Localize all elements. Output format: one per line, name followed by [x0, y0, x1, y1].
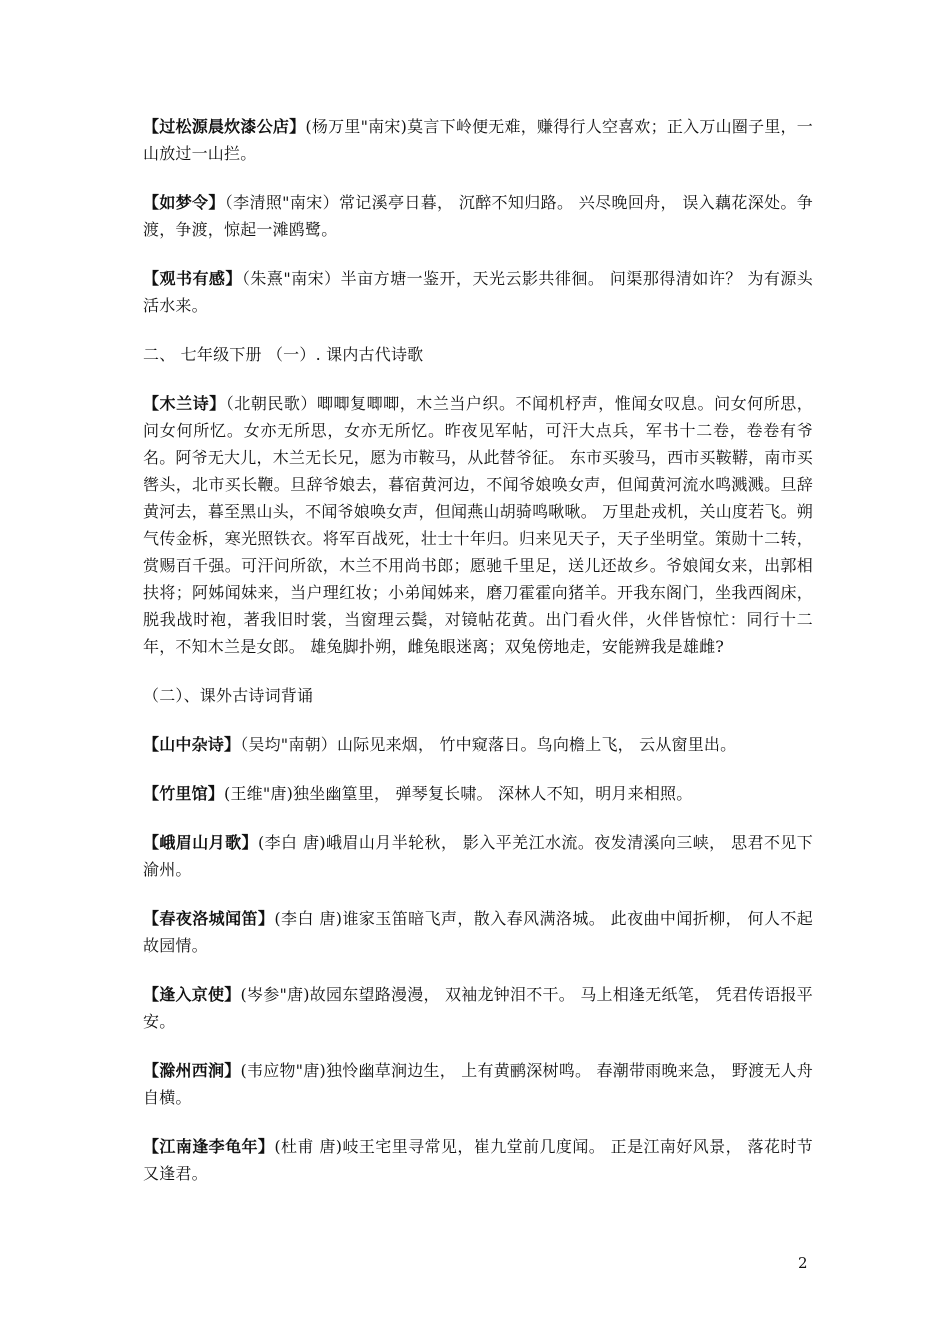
poem-body: （吴均"南朝）山际见来烟， 竹中窥落日。鸟向檐上飞， 云从窗里出。 — [240, 735, 737, 754]
poem-paragraph — [143, 829, 813, 883]
poem-body: (岑参"唐)故园东望路漫漫， 双袖龙钟泪不干。 马上相逢无纸笔， 凭君传语报平安。 — [143, 985, 814, 1031]
poem-body: （北朝民歌）唧唧复唧唧，木兰当户织。不闻机杼声，惟闻女叹息。问女何所思，问女何所忆。女亦无所思，女亦无所忆。昨夜见军帖，可汗大点兵，军书十二卷，卷卷有爷名。阿爷无大儿，木兰无长兄，愿为市鞍马，从此替爷征。 东市买骏马，西市买鞍鞯，南市买辔头，北市买长鞭。旦辞爷娘去，暮宿黄河边，不闻爷娘唤女声，但闻黄河流水鸣溅溅。旦辞黄河去，暮至黑山头，不闻爷娘唤女声，但闻燕山胡骑鸣啾啾。 万里赴戎机，关山度若飞。朔气传金柝，寒光照铁衣。将军百战死，壮士十年归。归来见天子，天子坐明堂。策勋十二转，赏赐百千强。可汗问所欲，木兰不用尚书郎；愿驰千里足，送儿还故乡。爷娘闻女来，出郭相扶将；阿姊闻妹来，当户理红妆；小弟闻姊来，磨刀霍霍向猪羊。开我东阁门，坐我西阁床，脱我战时袍，著我旧时裳，当窗理云鬓，对镜帖花黄。出门看火伴，火伴皆惊忙：同行十二年，不知木兰是女郎。 雄兔脚扑朔，雌兔眼迷离；双兔傍地走，安能辨我是雄雌? — [143, 394, 813, 656]
poem-title: 【春夜洛城闻笛】 — [143, 909, 275, 928]
poem-title: 【观书有感】 — [143, 269, 242, 288]
section-heading-text: （二）、课外古诗词背诵 — [143, 686, 314, 705]
poem-paragraph — [143, 390, 813, 660]
poem-body: (李白 唐)谁家玉笛暗飞声，散入春风满洛城。 此夜曲中闻折柳， 何人不起故园情。 — [143, 909, 813, 955]
poem-title: 【木兰诗】 — [143, 394, 226, 413]
section-heading — [143, 682, 813, 709]
poem-title: 【江南逢李龟年】 — [143, 1137, 275, 1156]
section-heading-text: 二、 七年级下册 （一）. 课内古代诗歌 — [143, 345, 424, 364]
poem-paragraph — [143, 981, 813, 1035]
poem-body: （朱熹"南宋）半亩方塘一鉴开，天光云影共徘徊。 问渠那得清如许？ 为有源头活水来。 — [143, 269, 814, 315]
poem-title: 【过松源晨炊漆公店】 — [143, 117, 306, 136]
poem-body: (韦应物"唐)独怜幽草涧边生， 上有黄鹂深树鸣。 春潮带雨晚来急， 野渡无人舟自横。 — [143, 1061, 814, 1107]
poem-body: (杨万里"南宋)莫言下岭便无难，赚得行人空喜欢；正入万山圈子里，一山放过一山拦。 — [143, 117, 813, 163]
poem-paragraph — [143, 731, 813, 758]
poem-body: (李白 唐)峨眉山月半轮秋， 影入平羌江水流。夜发清溪向三峡， 思君不见下渝州。 — [143, 833, 813, 879]
poem-title: 【滁州西涧】 — [143, 1061, 241, 1080]
poem-title: 【如梦令】 — [143, 193, 225, 212]
section-heading — [143, 341, 813, 368]
page-number: 2 — [798, 1254, 808, 1272]
poem-paragraph — [143, 189, 813, 243]
poem-paragraph — [143, 780, 813, 807]
poem-title: 【逢入京使】 — [143, 985, 241, 1004]
poem-paragraph — [143, 905, 813, 959]
poem-title: 【山中杂诗】 — [143, 735, 241, 754]
poem-body: (杜甫 唐)岐王宅里寻常见，崔九堂前几度闻。 正是江南好风景， 落花时节又逢君。 — [143, 1137, 813, 1183]
poem-paragraph — [143, 113, 813, 167]
poem-body: （李清照"南宋）常记溪亭日暮， 沉醉不知归路。 兴尽晚回舟， 误入藕花深处。争渡，争渡，惊起一滩鸥鹭。 — [143, 193, 813, 239]
poem-paragraph — [143, 265, 813, 319]
poem-paragraph — [143, 1057, 813, 1111]
poem-paragraph — [143, 1133, 813, 1187]
poem-body: (王维"唐)独坐幽篁里， 弹琴复长啸。 深林人不知，明月来相照。 — [224, 784, 693, 803]
document-body — [143, 113, 813, 1209]
poem-title: 【峨眉山月歌】 — [143, 833, 258, 852]
poem-title: 【竹里馆】 — [143, 784, 225, 803]
